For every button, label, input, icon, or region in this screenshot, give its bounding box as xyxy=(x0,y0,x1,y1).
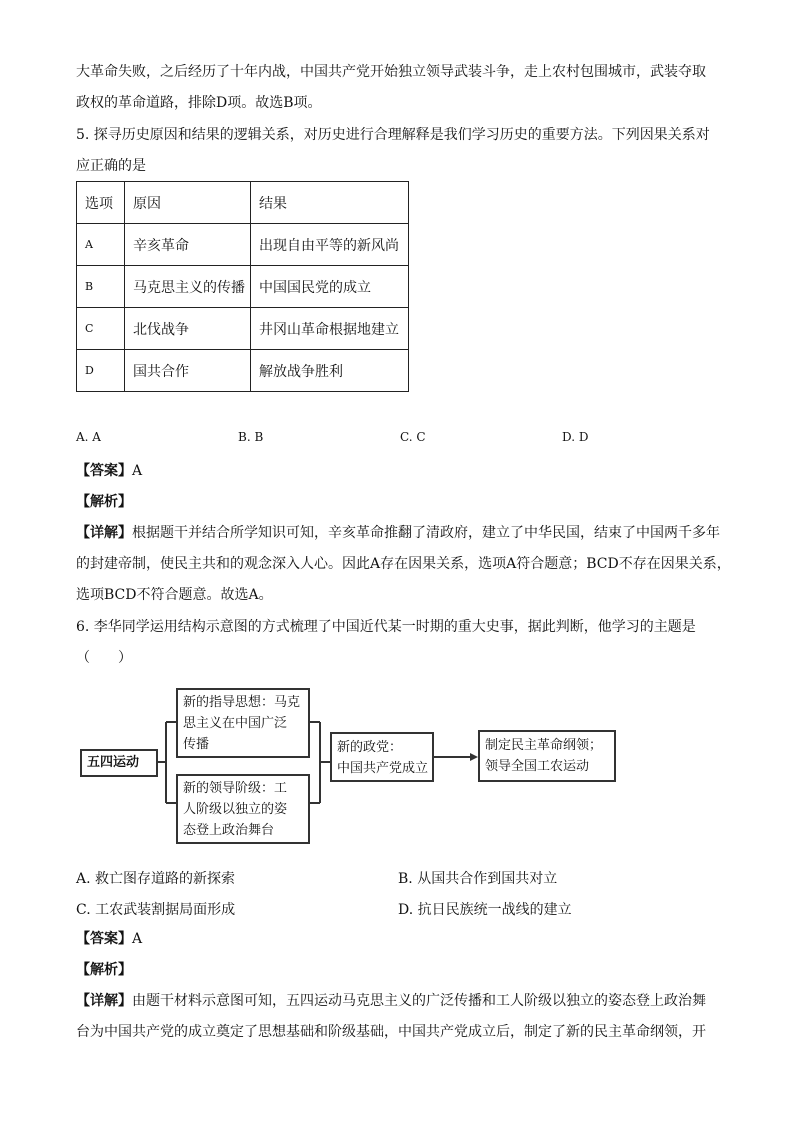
table-header-cell: 原因 xyxy=(125,182,251,224)
diagram-start-box: 五四运动 xyxy=(80,749,158,777)
detail-label: 【详解】 xyxy=(76,525,132,541)
q5-stem-line-2: 应正确的是 xyxy=(76,158,146,174)
diagram-end-box xyxy=(478,730,616,782)
diagram-text-line: 新的指导思想：马克 xyxy=(183,695,301,710)
q6-option-d: D. 抗日民族统一战线的建立 xyxy=(398,902,572,918)
q5-option-b: B. B xyxy=(238,430,264,444)
table-header-cell: 选项 xyxy=(77,182,125,224)
q6-stem-line-2: （ ） xyxy=(76,650,132,666)
diagram-text-line: 制定民主革命纲领； xyxy=(485,738,603,753)
diagram-bottom-box xyxy=(176,774,310,844)
diagram-top-box xyxy=(176,688,310,758)
diagram-text-line: 人阶级以独立的姿 xyxy=(183,802,288,817)
q5-option-d: D. D xyxy=(562,430,589,444)
diagram-text-line: 传播 xyxy=(183,737,210,752)
diagram-text-line: 新的政党： xyxy=(337,740,403,755)
q6-stem-line-1: 6. 李华同学运用结构示意图的方式梳理了中国近代某一时期的重大史事，据此判断，他学习的主题是 xyxy=(76,619,696,635)
q6-option-c: C. 工农武装割据局面形成 xyxy=(76,902,236,918)
q6-detail-line-1 xyxy=(76,991,706,1011)
q6-analysis-label: 【解析】 xyxy=(76,962,132,978)
diagram-text-line: 新的领导阶级：工 xyxy=(183,781,288,796)
table-cell: 井冈山革命根据地建立 xyxy=(251,308,409,350)
table-cell: 解放战争胜利 xyxy=(251,350,409,392)
q6-answer xyxy=(76,929,142,949)
answer-label: 【答案】 xyxy=(76,463,132,479)
q5-analysis-label: 【解析】 xyxy=(76,494,132,510)
diagram-text-line: 中国共产党成立 xyxy=(337,761,429,776)
answer-value: A xyxy=(132,931,143,947)
diagram-middle-box xyxy=(330,732,434,782)
detail-label: 【详解】 xyxy=(76,993,132,1009)
table-cell: 国共合作 xyxy=(125,350,251,392)
table-cell: C xyxy=(77,308,125,350)
answer-value: A xyxy=(132,463,143,479)
table-cell: B xyxy=(77,266,125,308)
detail-text: 根据题干并结合所学知识可知，辛亥革命推翻了清政府，建立了中华民国，结束了中国两千多年 xyxy=(132,525,720,541)
table-cell: D xyxy=(77,350,125,392)
table-cell: 北伐战争 xyxy=(125,308,251,350)
q5-option-a: A. A xyxy=(76,430,101,444)
table-cell: 马克思主义的传播 xyxy=(125,266,251,308)
diagram-text-line: 领导全国工农运动 xyxy=(485,759,590,774)
table-cell: A xyxy=(77,224,125,266)
q5-detail-line-3: 选项BCD不符合题意。故选A。 xyxy=(76,587,273,603)
table-header-cell: 结果 xyxy=(251,182,409,224)
q5-detail-line-2: 的封建帝制，使民主共和的观念深入人心。因此A存在因果关系，选项A符合题意；BCD不存在因果关系， xyxy=(76,556,731,572)
intro-line-1: 大革命失败，之后经历了十年内战，中国共产党开始独立领导武装斗争，走上农村包围城市，武装夺取 xyxy=(76,64,706,80)
table-cell: 中国国民党的成立 xyxy=(251,266,409,308)
intro-line-2: 政权的革命道路，排除D项。故选B项。 xyxy=(76,95,322,111)
q5-stem-line-1: 5. 探寻历史原因和结果的逻辑关系，对历史进行合理解释是我们学习历史的重要方法。下列因果关系对 xyxy=(76,127,710,143)
q6-detail-line-2: 台为中国共产党的成立奠定了思想基础和阶级基础，中国共产党成立后，制定了新的民主革命纲领，开 xyxy=(76,1024,706,1040)
detail-text: 由题干材料示意图可知，五四运动马克思主义的广泛传播和工人阶级以独立的姿态登上政治舞 xyxy=(132,993,706,1009)
table-cell: 辛亥革命 xyxy=(125,224,251,266)
q6-option-a: A. 救亡图存道路的新探索 xyxy=(76,871,236,887)
table-cell: 出现自由平等的新风尚 xyxy=(251,224,409,266)
q5-option-c: C. C xyxy=(400,430,426,444)
answer-label: 【答案】 xyxy=(76,931,132,947)
diagram-text-line: 思主义在中国广泛 xyxy=(183,716,288,731)
q6-option-b: B. 从国共合作到国共对立 xyxy=(398,871,558,887)
diagram-text-line: 态登上政治舞台 xyxy=(183,823,275,838)
